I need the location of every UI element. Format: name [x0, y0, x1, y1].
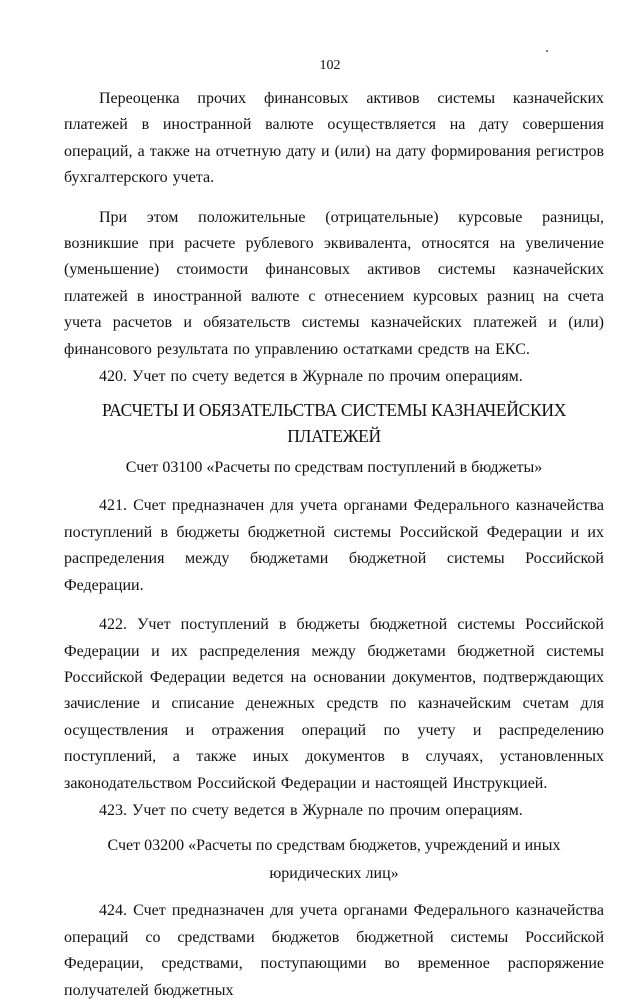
section-heading: РАСЧЕТЫ И ОБЯЗАТЕЛЬСТВА СИСТЕМЫ КАЗНАЧЕЙСКИХ ПЛАТЕЖЕЙ [101, 400, 567, 447]
account-03200-heading [64, 832, 604, 888]
scan-speck [546, 50, 548, 52]
paragraph-422: 422. Учет поступлений в бюджеты бюджетной системы Российской Федерации и их распределения между бюджетами бюджетной системы Российской Федерации ведется на основании документов, подтверждающих зачисление и списание денежных средств по казначейским счетам для осуществления и отражения операций по учету и распределению поступлений, а также иных документов в случаях, установленных законодательством Российской Федерации и настоящей Инструкцией. [64, 616, 604, 792]
paragraph-revaluation: Переоценка прочих финансовых активов системы казначейских платежей в иностранной валюте осуществляется на дату совершения операций, а также на отчетную дату и (или) на дату формирования регистров бухгалтерского учета. [64, 90, 604, 187]
page-content [64, 86, 604, 1004]
account-03100-heading: Счет 03100 «Расчеты по средствам поступлений в бюджеты» [125, 459, 543, 477]
paragraph-421: 421. Счет предназначен для учета органами Федерального казначейства поступлений в бюджеты бюджетной системы Российской Федерации и их распределения между бюджетами бюджетной системы Российской Федерации. [64, 497, 604, 594]
paragraph-423: 423. Учет по счету ведется в Журнале по прочим операциям. [99, 801, 523, 819]
paragraph-424: 424. Счет предназначен для учета органами Федерального казначейства операций со средствами бюджетов бюджетной системы Российской Федерации, средствами, поступающими во временное распоряжение получателей бюджетных [64, 902, 604, 999]
page-number: 102 [319, 58, 341, 73]
paragraph-420: 420. Учет по счету ведется в Журнале по прочим операциям. [99, 368, 523, 386]
paragraph-exchange-differences: При этом положительные (отрицательные) курсовые разницы, возникшие при расчете рублевого эквивалента, относятся на увеличение (уменьшение) стоимости финансовых активов системы казначейских платежей в иностранной валюте с отнесением курсовых разниц на счета учета расчетов и обязательств системы казначейских платежей и (или) финансового результата по управлению остатками средств на ЕКС. [64, 208, 604, 358]
account-03200-heading-line1: Счет 03200 «Расчеты по средствам бюджетов, учреждений и иных [107, 837, 561, 855]
account-03200-heading-line2: юридических лиц» [269, 865, 399, 883]
